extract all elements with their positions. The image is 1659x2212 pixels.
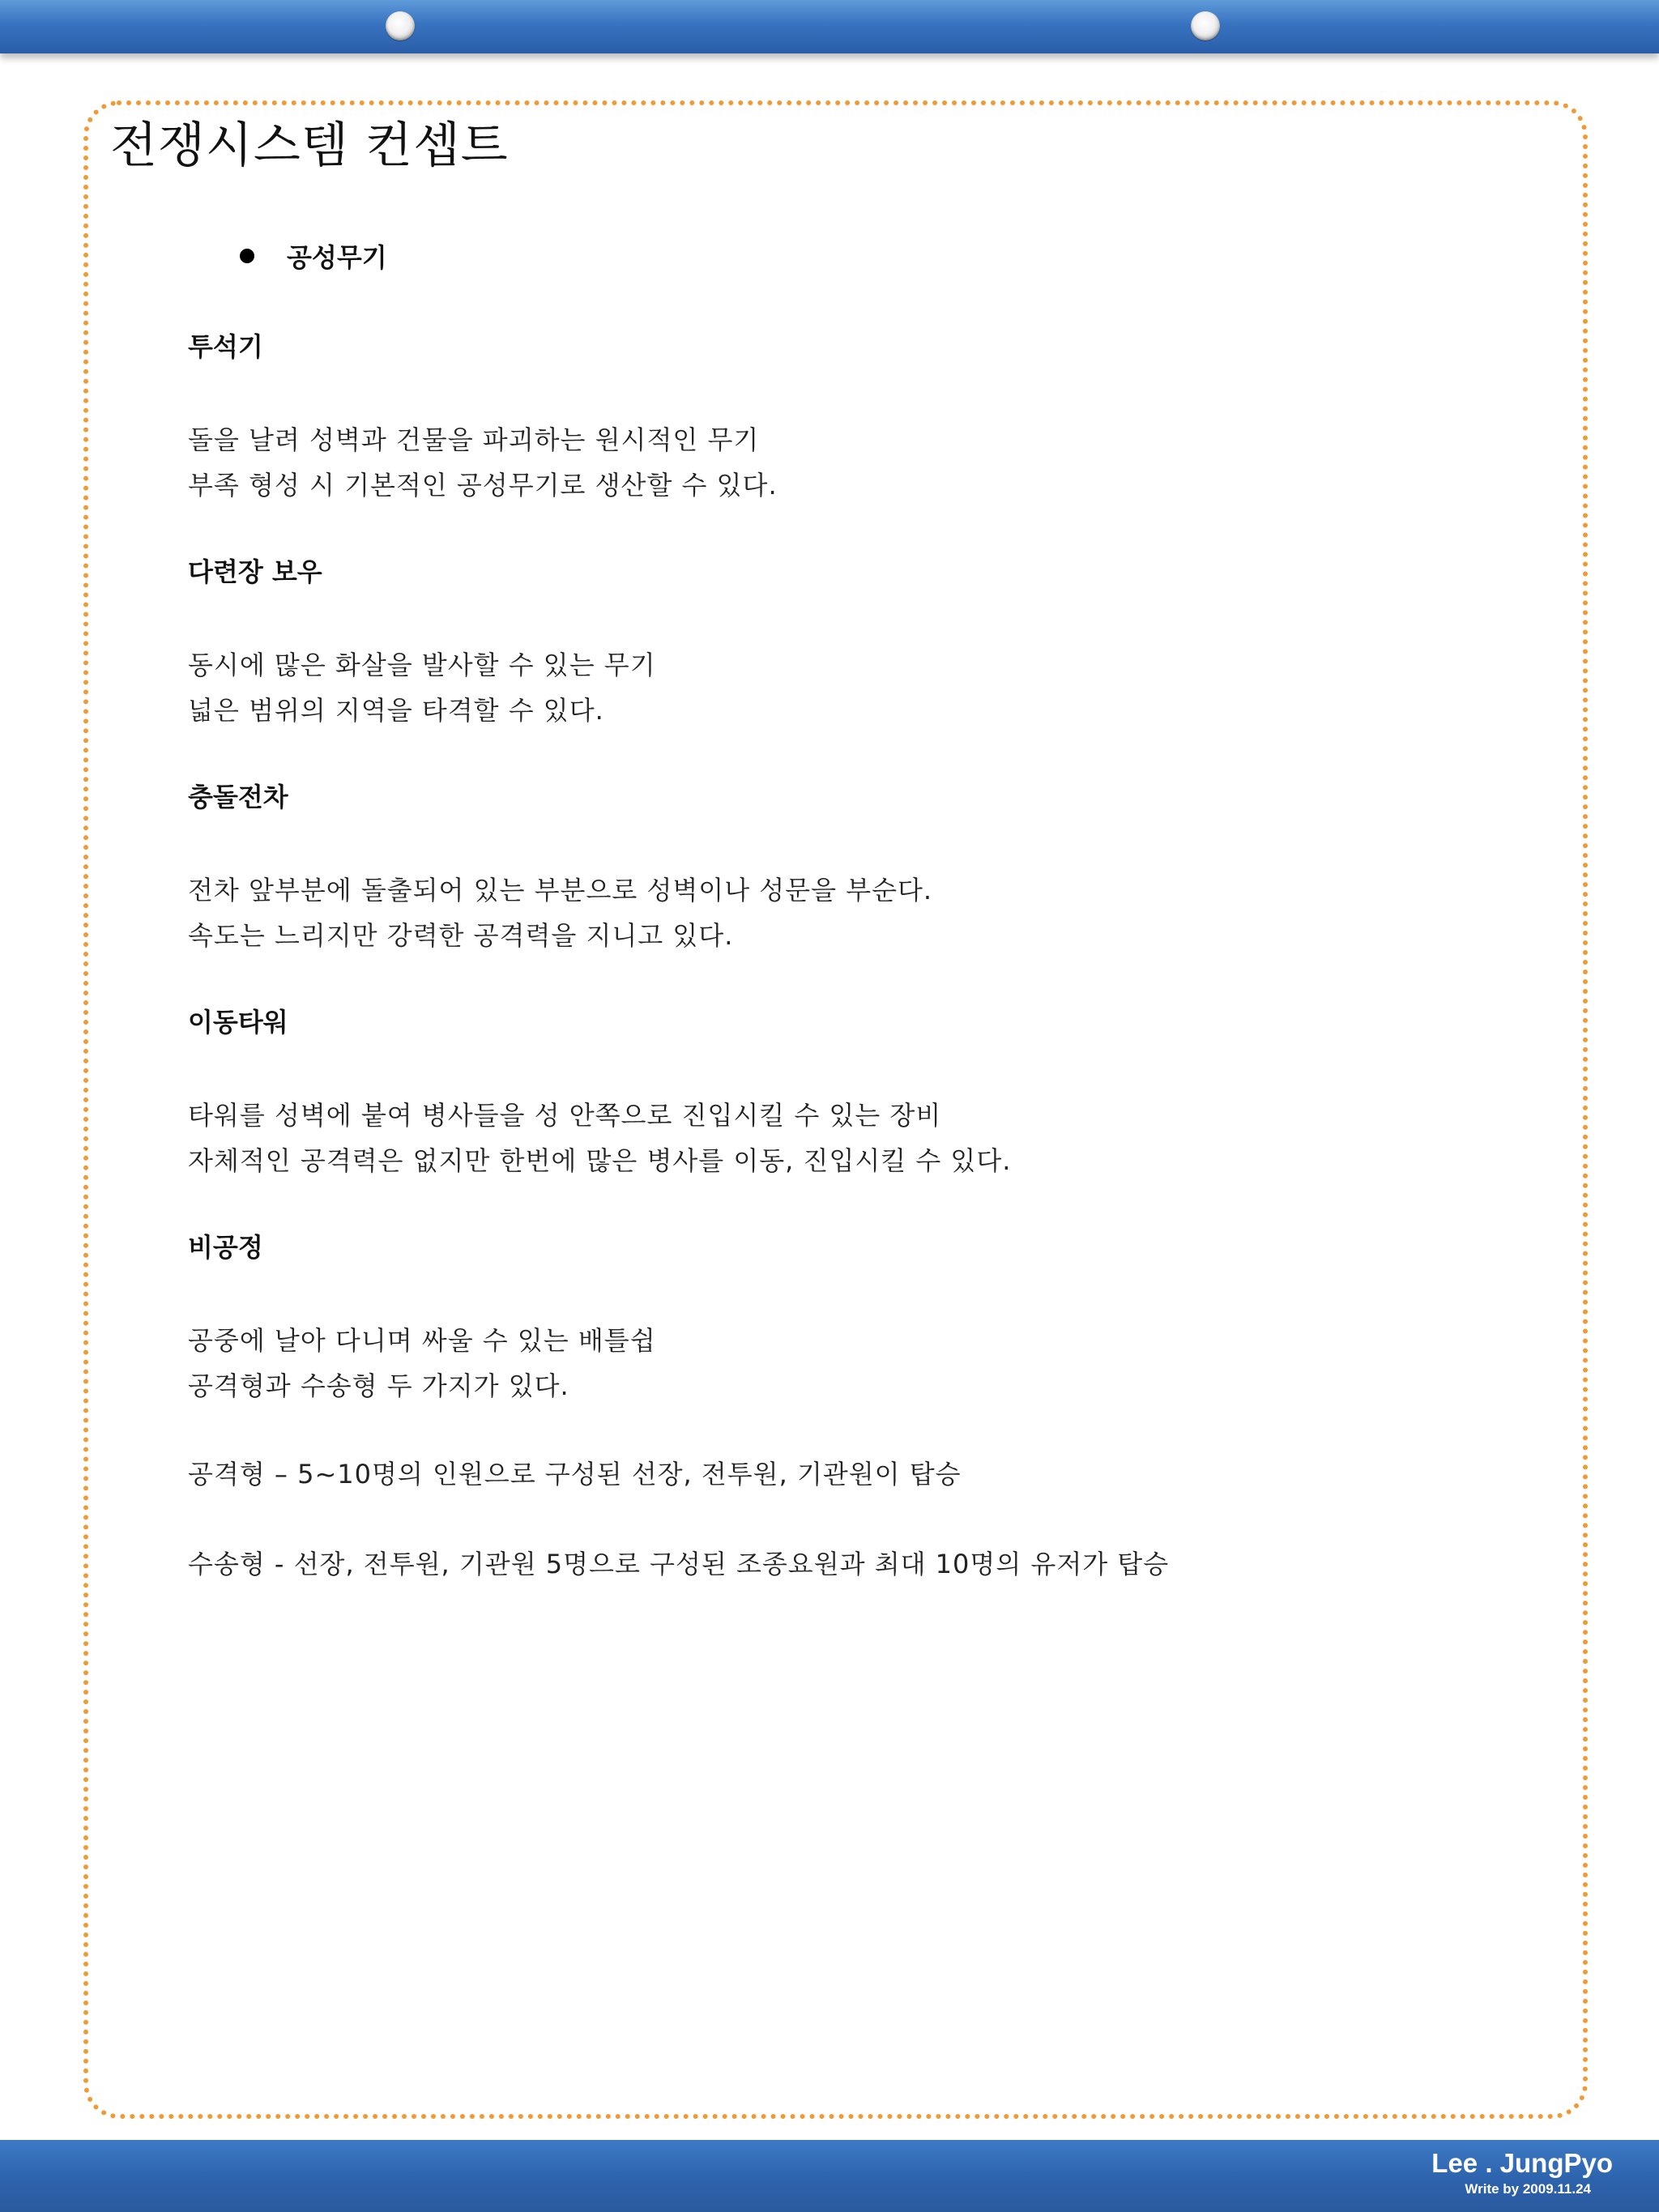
weapon-catapult (188, 327, 778, 508)
author-name: Lee . JungPyo (1431, 2148, 1613, 2178)
binder-ring-icon (386, 11, 415, 40)
weapon-name: 충돌전차 (188, 782, 288, 812)
weapon-battering-ram (188, 778, 932, 958)
weapon-description (188, 642, 656, 733)
description-line: 속도는 느리지만 강력한 공격력을 지니고 있다. (188, 920, 734, 951)
written-date: Write by 2009.11.24 (1465, 2181, 1591, 2197)
description-line: 돌을 날려 성벽과 건물을 파괴하는 원시적인 무기 (188, 424, 760, 455)
description-line: 공중에 날아 다니며 싸울 수 있는 배틀쉽 (188, 1325, 656, 1356)
weapon-name: 비공정 (188, 1232, 263, 1263)
weapon-siege-tower (188, 1003, 1011, 1183)
bullet-icon (240, 249, 254, 263)
description-line: 전차 앞부분에 돌출되어 있는 부분으로 성벽이나 성문을 부순다. (188, 875, 933, 906)
section-label: 공성무기 (287, 242, 387, 273)
page-title: 전쟁시스템 컨셉트 (110, 117, 509, 174)
binder-ring-icon (1191, 11, 1220, 40)
description-line: 넓은 범위의 지역을 타격할 수 있다. (188, 695, 604, 726)
weapon-description (188, 417, 778, 508)
description-line: 자체적인 공격력은 없지만 한번에 많은 병사를 이동, 진입시킬 수 있다. (188, 1145, 1012, 1176)
weapon-multi-bow (188, 552, 656, 733)
description-line: 타워를 성벽에 붙여 병사들을 성 안쪽으로 진입시킬 수 있는 장비 (188, 1100, 942, 1131)
description-line: 동시에 많은 화살을 발사할 수 있는 무기 (188, 650, 656, 680)
airship-type-attack: 공격형 – 5~10명의 인원으로 구성된 선장, 전투원, 기관원이 탑승 (188, 1459, 962, 1490)
description-line: 부족 형성 시 기본적인 공성무기로 생산할 수 있다. (188, 470, 778, 501)
top-binder-bar (0, 0, 1659, 53)
description-line: 공격형과 수송형 두 가지가 있다. (188, 1370, 569, 1401)
section-bullet (240, 237, 387, 275)
weapon-airship (188, 1228, 656, 1409)
airship-type-transport: 수송형 - 선장, 전투원, 기관원 5명으로 구성된 조종요원과 최대 10명의 유저가 탑승 (188, 1549, 1170, 1579)
weapon-name: 다련장 보우 (188, 556, 322, 587)
footer-bar (0, 2140, 1659, 2212)
weapon-description (188, 1318, 656, 1409)
weapon-name: 이동타워 (188, 1007, 288, 1038)
weapon-description (188, 1093, 1011, 1183)
weapon-name: 투석기 (188, 331, 263, 362)
weapon-description (188, 867, 932, 958)
